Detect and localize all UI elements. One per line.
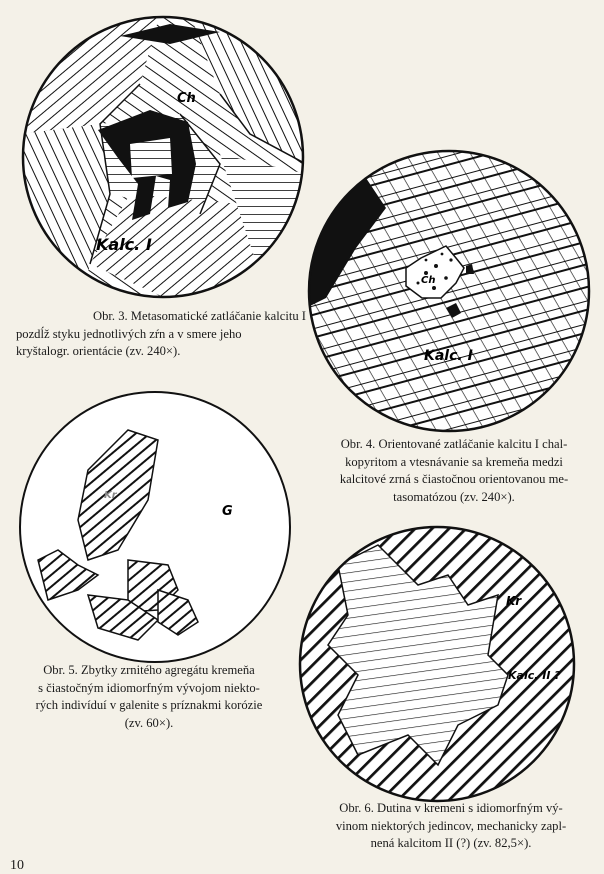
caption-line: Obr. 4. Orientované zatláčanie kalcitu I chal- xyxy=(340,437,568,451)
caption-line: kalcitové zrná s čiastočnou orientovanou me- xyxy=(339,472,569,486)
caption-line: Obr. 3. Metasomatické zatláčanie kalcitu I xyxy=(93,309,306,323)
figure-4-label-ch: Ch xyxy=(421,275,436,286)
caption-line: vinom niektorých jedincov, mechanicky zapl- xyxy=(335,818,567,833)
caption-line: Obr. 5. Zbytky zrnitého agregátu kremeňa xyxy=(43,663,255,677)
figure-3-caption xyxy=(16,308,306,361)
caption-line: kopyritom a vtesnávanie sa kremeňa medzi xyxy=(345,454,563,469)
page-number: 10 xyxy=(10,858,24,873)
caption-line: tasomatózou (zv. 240×). xyxy=(393,489,515,504)
caption-line: s čiastočným idiomorfným vývojom niekto- xyxy=(38,680,260,695)
figure-3-micrograph xyxy=(20,14,306,300)
figure-4-label-kalc: Kalc. I xyxy=(424,348,473,364)
figure-5-label-kr: Kr xyxy=(104,490,117,501)
caption-line: (zv. 60×). xyxy=(124,715,174,730)
figure-5-micrograph xyxy=(18,390,292,664)
figure-4-micrograph xyxy=(306,148,592,434)
caption-line: nená kalcitom II (?) (zv. 82,5×). xyxy=(370,836,532,850)
figure-5-caption xyxy=(4,662,294,732)
figure-5-label-g: G xyxy=(222,504,233,519)
figure-3-label-ch: Ch xyxy=(177,91,196,106)
figure-4-caption xyxy=(320,436,588,506)
figure-6-caption xyxy=(306,800,596,853)
caption-line: rých indivíduí v galenite s príznakmi korózie xyxy=(35,698,263,712)
figure-6-label-kalc: Kalc. II ? xyxy=(508,669,561,682)
caption-line: kryštalogr. orientácie (zv. 240×). xyxy=(16,344,181,358)
caption-line: pozdĺž styku jednotlivých zŕn a v smere jeho xyxy=(16,326,242,341)
figure-3-label-kalc: Kalc. I xyxy=(96,235,152,254)
caption-line: Obr. 6. Dutina v kremeni s idiomorfným vý- xyxy=(339,801,563,815)
figure-6-label-kr: Kr xyxy=(506,594,522,608)
figure-6-micrograph xyxy=(298,525,576,803)
